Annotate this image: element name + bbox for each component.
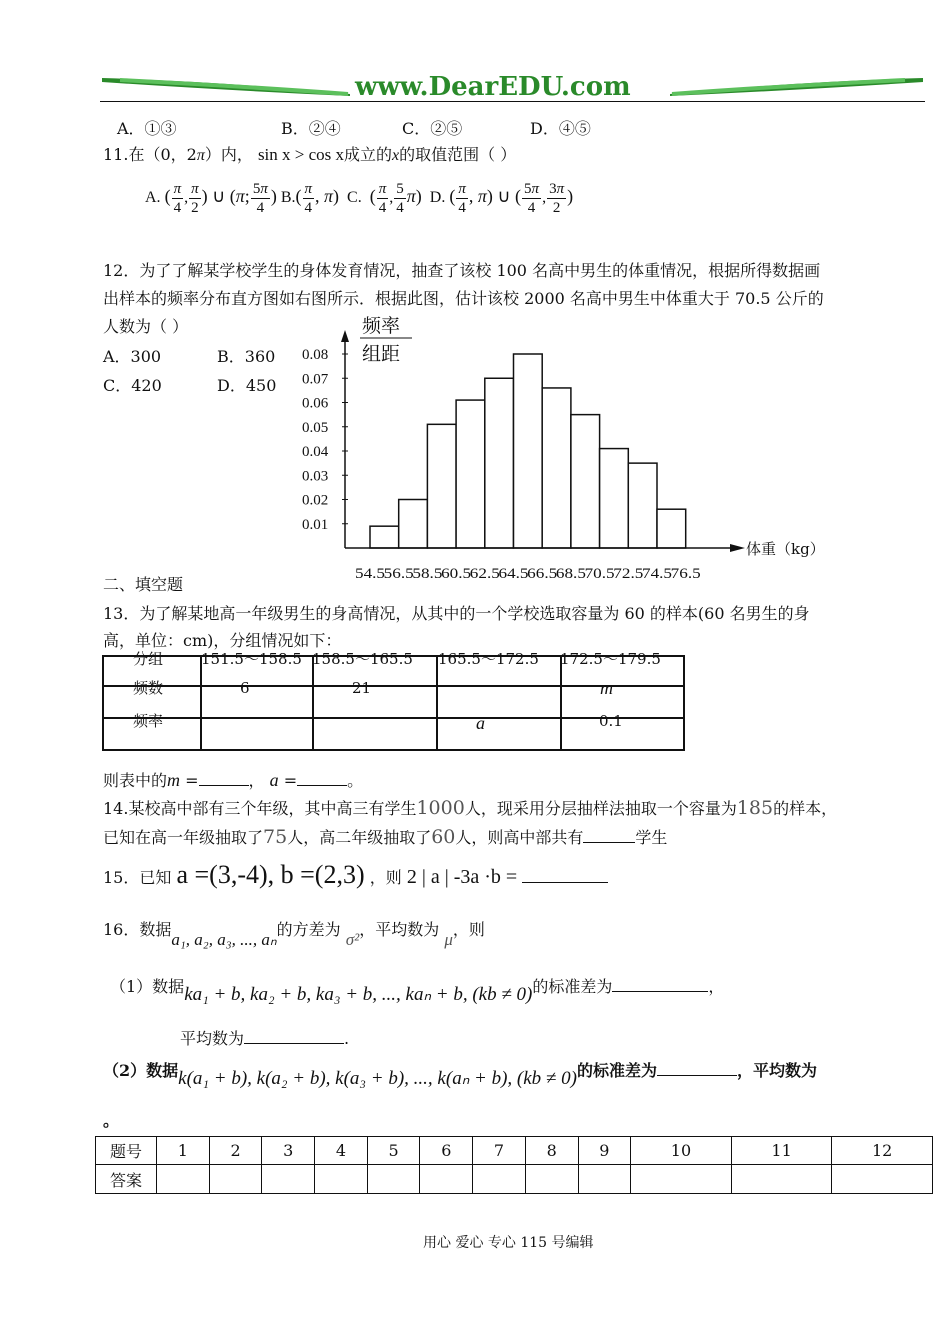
q16-sigma: σ²	[345, 930, 360, 949]
histogram-bar	[628, 463, 657, 548]
q13-freq-4: m	[600, 678, 613, 698]
q16-mid: 的方差为	[276, 920, 341, 939]
q16-p1-comma: ，	[708, 977, 725, 996]
q13-freq-1: 6	[240, 679, 250, 697]
q12-option-c: C．420	[103, 376, 162, 395]
section-title: 二、填空题	[103, 575, 184, 594]
q14-text-f: 人，则高中部共有	[455, 828, 584, 847]
y-tick-label: 0.04	[302, 444, 329, 460]
q14-text-g: 学生	[635, 828, 668, 847]
histogram-bar	[399, 500, 428, 549]
q16-p1-pre: （1）数据	[110, 977, 185, 996]
answer-cell[interactable]	[473, 1165, 526, 1194]
y-tick-label: 0.07	[302, 371, 329, 388]
q11-options: A. ( $\frac{\pi}{4}$ , $\frac{\pi}{2}$ ) ∪ (π; $\frac{5\pi}{4}$ ) B.( $\frac{\pi}{4}$ , π) C. ( $\frac{\pi}{4}$ , $\frac{5}{4}$ π) D. ( $\frac{\pi}{4}$ , π) ∪ ( $\frac{5\pi}{4}$ , $\frac{3\pi}{2}$ )	[145, 180, 574, 216]
q16-p1-avg: 平均数为	[180, 1029, 245, 1048]
q13-answer-pre: 则表中的	[103, 771, 168, 790]
q13-blank-a[interactable]	[297, 769, 347, 786]
q16-p1-blank-avg[interactable]	[244, 1027, 344, 1044]
histogram-chart	[290, 310, 850, 585]
q13-group-4: 172.5～179.5	[560, 650, 661, 668]
histogram-bar	[485, 378, 514, 548]
q16-p2-expr: k(a₁ + b), k(a₂ + b), k(a₃ + b), ..., k(aₙ + b), (kb ≠ 0)	[178, 1068, 577, 1089]
answer-cell[interactable]	[367, 1165, 420, 1194]
logo-text: www.DearEDU.com	[355, 72, 631, 102]
q16-p2-pre: （2）数据	[103, 1061, 179, 1080]
q13-freq-2: 21	[352, 679, 372, 697]
histogram-bar	[600, 449, 629, 548]
histogram-bar	[542, 388, 571, 548]
q16-part2	[103, 1056, 817, 1089]
q14-text-a: 14.某校高中部有三个年级，其中高三有学生	[103, 799, 417, 818]
answer-table-answer-row	[96, 1165, 933, 1194]
q11-option-d-label: D.	[429, 189, 446, 206]
q11-stem	[103, 144, 516, 167]
histogram-bar	[456, 400, 485, 548]
x-tick-label: 76.5	[670, 566, 701, 582]
y-tick-label: 0.06	[302, 395, 329, 412]
q13-table	[102, 655, 685, 751]
q14-num-1000: 1000	[416, 797, 465, 819]
q13-eq-2: =	[283, 771, 298, 790]
answer-cell[interactable]	[631, 1165, 732, 1194]
y-label-denominator: 组距	[362, 343, 401, 365]
q16-p2-mid: ，平均数为	[736, 1061, 817, 1080]
x-tick-label: 56.5	[383, 566, 414, 582]
q14-num-60: 60	[431, 826, 456, 848]
q12-line1: 12．为了了解某学校学生的身体发育情况，抽查了该校 100 名高中男生的体重情况，根据所得数据画	[103, 261, 821, 280]
q15-pre: 15．已知	[103, 868, 172, 887]
q11-option-b-label: B.	[280, 189, 296, 206]
q16-line	[103, 915, 485, 949]
x-tick-label: 60.5	[441, 566, 472, 582]
answer-cell[interactable]	[832, 1165, 933, 1194]
y-tick-labels	[302, 347, 348, 533]
q16-p2-blank-sd[interactable]	[657, 1059, 737, 1076]
q16-pre: 16．数据	[103, 920, 172, 939]
answer-table	[95, 1136, 933, 1194]
q13-group-2: 158.5～165.5	[312, 650, 413, 668]
histogram-bar	[657, 509, 686, 548]
x-tick-label: 62.5	[469, 566, 500, 582]
q10-option-c: C．②⑤	[402, 119, 463, 138]
histogram-bars	[370, 354, 686, 548]
q14-line2	[103, 826, 667, 849]
q13-row-label-rate: 频率	[133, 712, 164, 730]
header-banner	[100, 72, 925, 106]
q15-blank[interactable]	[522, 872, 608, 883]
x-tick-label: 70.5	[584, 566, 615, 582]
q14-text-e: 人，高二年级抽取了	[287, 828, 432, 847]
q13-blank-m[interactable]	[199, 769, 249, 786]
q16-part1-avg	[180, 1027, 349, 1050]
q16-p1-expr: ka₁ + b, ka₂ + b, ka₃ + b, ..., kaₙ + b, (kb ≠ 0)	[184, 984, 533, 1005]
answer-cell[interactable]	[420, 1165, 473, 1194]
q16-part1	[110, 972, 725, 1005]
histogram-bar	[514, 354, 543, 548]
answer-cell[interactable]	[731, 1165, 832, 1194]
x-tick-label: 66.5	[527, 566, 558, 582]
q16-mid2: ，平均数为	[359, 920, 440, 939]
answer-table-number: 10	[631, 1137, 732, 1165]
q10-option-d: D．④⑤	[530, 119, 591, 138]
q13-line2: 高，单位：cm)，分组情况如下：	[103, 631, 342, 650]
y-label-numerator: 频率	[362, 315, 401, 337]
answer-table-label-answer: 答案	[96, 1165, 157, 1194]
q12-option-b: B．360	[217, 347, 276, 366]
q13-eq-1: =	[185, 771, 199, 790]
x-tick-label: 74.5	[642, 566, 672, 582]
q16-p1-post: 的标准差为	[532, 977, 613, 996]
x-tick-label: 58.5	[412, 566, 443, 582]
answer-table-number: 8	[525, 1137, 578, 1165]
q16-p1-dot: .	[344, 1029, 350, 1048]
q13-group-1: 151.5～158.5	[201, 650, 302, 668]
answer-table-number: 3	[262, 1137, 315, 1165]
q13-answer-end: 。	[347, 771, 364, 790]
q14-text-b: 人，现采用分层抽样法抽取一个容量为	[464, 799, 737, 818]
x-tick-label: 72.5	[613, 566, 644, 582]
y-tick-label: 0.05	[302, 419, 329, 436]
header-rule	[100, 101, 925, 102]
q11-stem-mid: ）内，	[204, 145, 253, 164]
x-axis-arrow-icon	[730, 544, 745, 552]
q14-text-d: 已知在高一年级抽取了	[103, 828, 264, 847]
q11-stem-pi: π	[196, 147, 205, 164]
q11-condition: sin x > cos x	[257, 145, 345, 164]
q13-row-label-group: 分组	[133, 650, 164, 668]
q11-var: x	[392, 147, 400, 164]
q10-option-b: B．②④	[281, 119, 341, 138]
answer-cell[interactable]	[262, 1165, 315, 1194]
answer-cell[interactable]	[525, 1165, 578, 1194]
q14-blank[interactable]	[583, 826, 635, 843]
x-tick-labels	[355, 566, 701, 582]
q13-rate-3: a	[476, 713, 485, 733]
x-tick-label: 68.5	[555, 566, 586, 582]
answer-table-number: 11	[731, 1137, 832, 1165]
histogram-bar	[370, 526, 399, 548]
y-tick-label: 0.08	[302, 347, 329, 363]
q14-text-c: 的样本，	[773, 799, 838, 818]
q15-mid: ，则	[369, 868, 402, 887]
q15-vectors: a =(3,-4), b =(2,3)	[176, 860, 365, 889]
answer-table-number: 6	[420, 1137, 473, 1165]
answer-table-number: 5	[367, 1137, 420, 1165]
answer-cell[interactable]	[315, 1165, 368, 1194]
q12-option-d: D．450	[217, 376, 277, 395]
answer-table-number: 7	[473, 1137, 526, 1165]
answer-cell[interactable]	[157, 1165, 210, 1194]
q12-option-a: A．300	[103, 347, 162, 366]
answer-cell[interactable]	[578, 1165, 631, 1194]
q16-end: ，则	[452, 920, 485, 939]
q11-stem-end: 的取值范围（ ）	[399, 145, 517, 164]
q12-line2: 出样本的频率分布直方图如右图所示．根据此图，估计该校 2000 名高中男生中体重大于 70.5 公斤的	[103, 289, 824, 308]
answer-table-header-row	[96, 1137, 933, 1165]
answer-table-label-number: 题号	[96, 1137, 157, 1165]
q16-p1-blank-sd[interactable]	[612, 975, 708, 992]
q14-num-75: 75	[263, 826, 288, 848]
q16-p2-end: 。	[103, 1111, 120, 1130]
answer-cell[interactable]	[209, 1165, 262, 1194]
answer-table-number: 4	[315, 1137, 368, 1165]
histogram-bar	[571, 415, 600, 548]
page-footer: 用心 爱心 专心 115 号编辑	[423, 1235, 594, 1251]
q13-answer-sep: ，	[248, 771, 265, 790]
x-tick-label: 64.5	[498, 566, 529, 582]
histogram-bar	[427, 424, 456, 548]
q10-option-a: A．①③	[117, 119, 177, 138]
y-axis-arrow-icon	[341, 330, 349, 342]
x-axis-label: 体重（kg）	[746, 540, 825, 558]
q13-line1: 13．为了解某地高一年级男生的身高情况，从其中的一个学校选取容量为 60 的样本(60 名男生的身	[103, 604, 810, 623]
q11-stem-pre: 11.在（0，2	[103, 145, 197, 164]
y-tick-label: 0.01	[302, 516, 329, 533]
q11-option-a-label: A.	[145, 189, 161, 206]
q16-mu: μ	[444, 930, 453, 949]
q13-answer-m: m	[167, 770, 181, 790]
q11-stem-post: 成立的	[344, 145, 393, 164]
x-tick-label: 54.5	[355, 566, 385, 582]
q11-option-c-label: C.	[347, 189, 362, 206]
answer-table-number: 1	[157, 1137, 210, 1165]
q13-rate-4: 0.1	[599, 712, 623, 730]
q16-p2-post: 的标准差为	[576, 1061, 657, 1080]
q15-line	[103, 860, 608, 893]
answer-table-number: 9	[578, 1137, 631, 1165]
q16-seq: a₁, a₂, a₃, ..., aₙ	[171, 930, 277, 949]
q13-group-3: 165.5～172.5	[438, 650, 539, 668]
y-tick-label: 0.03	[302, 468, 329, 485]
q13-answer-a: a	[269, 770, 279, 790]
q12-line3: 人数为（ ）	[103, 317, 189, 336]
q13-row-label-freq: 频数	[133, 679, 164, 697]
q15-expression: 2 | a | -3a ·b =	[406, 866, 518, 888]
q14-num-185: 185	[736, 797, 774, 819]
answer-table-number: 2	[209, 1137, 262, 1165]
answer-table-number: 12	[832, 1137, 933, 1165]
q14-line1	[103, 797, 837, 820]
y-tick-label: 0.02	[302, 492, 329, 509]
q13-answer-line	[103, 769, 363, 792]
